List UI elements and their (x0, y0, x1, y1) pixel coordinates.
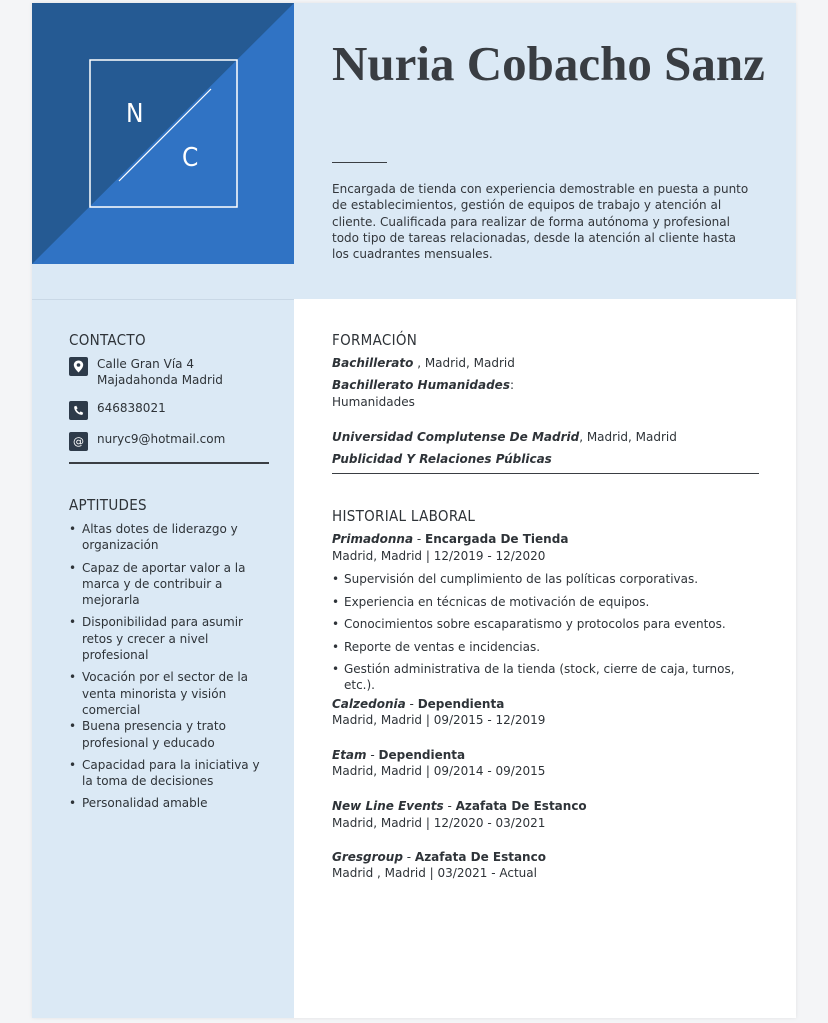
monogram-first-letter: N (126, 99, 144, 129)
education-entry-2-school (332, 429, 677, 445)
skill-item: • Personalidad amable (69, 795, 269, 811)
job-2-details: Madrid, Madrid | 09/2015 - 12/2019 (332, 713, 546, 727)
job-role: Dependienta (378, 748, 466, 762)
job-company: Calzedonia (332, 697, 406, 711)
degree-suffix: : (509, 378, 515, 392)
location-icon (69, 357, 88, 376)
job-company: Etam (332, 748, 367, 762)
skills-title: APTITUDES (69, 496, 147, 514)
education-title: FORMACIÓN (332, 331, 418, 349)
skill-item: • Capaz de aportar valor a la marca y de contribuir a mejorarla (69, 560, 269, 609)
email-text[interactable]: nuryc9@hotmail.com (97, 432, 226, 446)
job-separator: - (443, 799, 456, 813)
contact-address (69, 356, 274, 388)
job-3-details: Madrid, Madrid | 09/2014 - 09/2015 (332, 764, 546, 778)
monogram-second-letter: C (182, 143, 199, 173)
skill-item: • Altas dotes de liderazgo y organización (69, 521, 269, 554)
job-role: Dependienta (417, 697, 505, 711)
skill-item: • Buena presencia y trato profesional y educado (69, 718, 269, 751)
job-3-heading (332, 747, 465, 763)
responsibility-item: • Gestión administrativa de la tienda (stock, cierre de caja, turnos, etc.). (332, 661, 762, 684)
job-1-heading (332, 531, 568, 547)
monogram-logo (32, 3, 294, 264)
job-company: Gresgroup (332, 850, 403, 864)
skill-item: • Disponibilidad para asumir retos y crecer a nivel profesional (69, 614, 269, 663)
job-2-heading (332, 696, 504, 712)
skill-item: • Vocación por el sector de la venta minorista y visión comercial (69, 669, 269, 718)
job-separator: - (402, 850, 415, 864)
education-entry-2-degree: Publicidad Y Relaciones Públicas (332, 452, 552, 466)
contact-email (69, 431, 274, 451)
school-location: , Madrid, Madrid (413, 356, 515, 370)
sidebar-divider (32, 299, 294, 300)
job-role: Azafata De Estanco (414, 850, 546, 864)
responsibility-item: • Conocimientos sobre escaparatismo y protocolos para eventos. (332, 616, 762, 639)
job-company: Primadonna (332, 532, 414, 546)
skill-item: • Capacidad para la iniciativa y la toma de decisiones (69, 757, 269, 790)
address-text: Calle Gran Vía 4 Majadahonda Madrid (97, 357, 223, 387)
job-5-details: Madrid , Madrid | 03/2021 - Actual (332, 866, 537, 880)
responsibility-item: • Experiencia en técnicas de motivación de equipos. (332, 594, 762, 617)
job-separator: - (405, 697, 418, 711)
job-role: Encargada De Tienda (425, 532, 569, 546)
work-title: HISTORIAL LABORAL (332, 507, 476, 525)
degree-name: Bachillerato Humanidades (332, 378, 510, 392)
candidate-name: Nuria Cobacho Sanz (332, 36, 765, 91)
job-4-heading (332, 798, 587, 814)
job-5-heading (332, 849, 546, 865)
responsibility-item: • Reporte de ventas e incidencias. (332, 639, 762, 662)
contact-divider (69, 462, 269, 464)
profile-summary: Encargada de tienda con experiencia demostrable en puesta a punto de establecimientos, gestión de equipos de trabajo y atención al cliente. Cualificada para realizar de forma autónoma y profesional todo tipo de tareas relacionadas, desde la atención al cliente hasta los cuadrantes mensuales. (332, 182, 749, 262)
contact-phone (69, 400, 274, 420)
resume-page (32, 3, 796, 1018)
job-separator: - (413, 532, 426, 546)
job-1-details: Madrid, Madrid | 12/2019 - 12/2020 (332, 549, 546, 563)
education-entry-1-field: Humanidades (332, 395, 415, 409)
contact-title: CONTACTO (69, 331, 146, 349)
education-divider (332, 473, 759, 474)
job-separator: - (366, 748, 379, 762)
school-location: , Madrid, Madrid (579, 430, 677, 444)
job-role: Azafata De Estanco (455, 799, 587, 813)
email-icon: @ (69, 432, 88, 451)
name-divider (332, 162, 387, 163)
school-name: Universidad Complutense De Madrid (332, 430, 580, 444)
education-entry-1-school (332, 355, 515, 371)
school-name: Bachillerato (332, 356, 414, 370)
job-company: New Line Events (332, 799, 444, 813)
responsibility-item: • Supervisión del cumplimiento de las políticas corporativas. (332, 571, 762, 594)
job-4-details: Madrid, Madrid | 12/2020 - 03/2021 (332, 816, 546, 830)
phone-text: 646838021 (97, 401, 166, 415)
education-entry-1-degree (332, 377, 514, 393)
phone-icon (69, 401, 88, 420)
job-1-responsibilities (332, 571, 762, 693)
skills-list (69, 521, 269, 818)
